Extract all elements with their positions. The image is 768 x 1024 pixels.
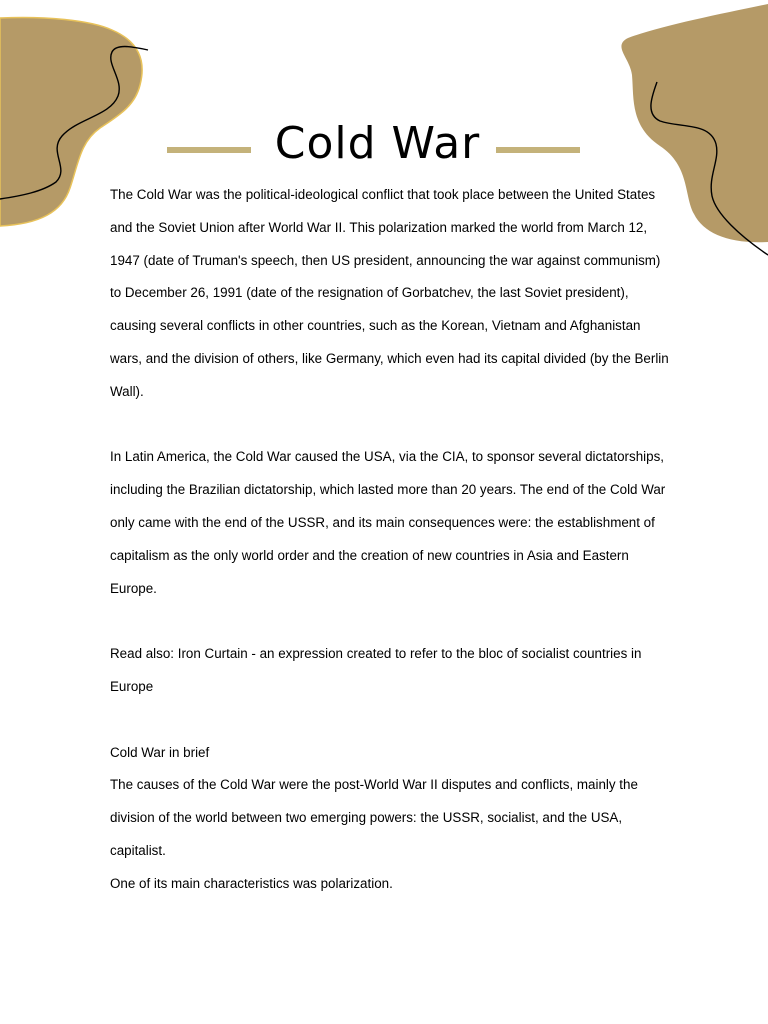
page-title: Cold War — [274, 118, 481, 169]
paragraph-read-also: Read also: Iron Curtain - an expression created to refer to the bloc of socialist countries in Europe — [110, 646, 642, 694]
paragraph-characteristics: One of its main characteristics was polarization. — [110, 875, 393, 891]
title-row — [0, 112, 768, 176]
title-right-bar — [496, 147, 580, 153]
section-heading-cold-war-in-brief: Cold War in brief — [110, 744, 210, 760]
document-body — [110, 179, 670, 901]
paragraph-causes: The causes of the Cold War were the post-World War II disputes and conflicts, mainly the division of the world between two emerging powers: the USSR, socialist, and the USA, capitalist. — [110, 777, 638, 858]
paragraph-latin-america: In Latin America, the Cold War caused the USA, via the CIA, to sponsor several dictatorships, including the Brazilian dictatorship, which lasted more than 20 years. The end of the Cold War only came with the end of the USSR, and its main consequences were: the establishment of capitalism as the only world order and the creation of new countries in Asia and Eastern Europe. — [110, 449, 666, 596]
paragraph-intro: The Cold War was the political-ideological conflict that took place between the United States and the Soviet Union after World War II. This polarization marked the world from March 12, 1947 (date of Truman's speech, then US president, announcing the war against communism) to December 26, 1991 (date of the resignation of Gorbatchev, the last Soviet president), causing several conflicts in other countries, such as the Korean, Vietnam and Afghanistan wars, and the division of others, like Germany, which even had its capital divided (by the Berlin Wall). — [110, 187, 669, 399]
